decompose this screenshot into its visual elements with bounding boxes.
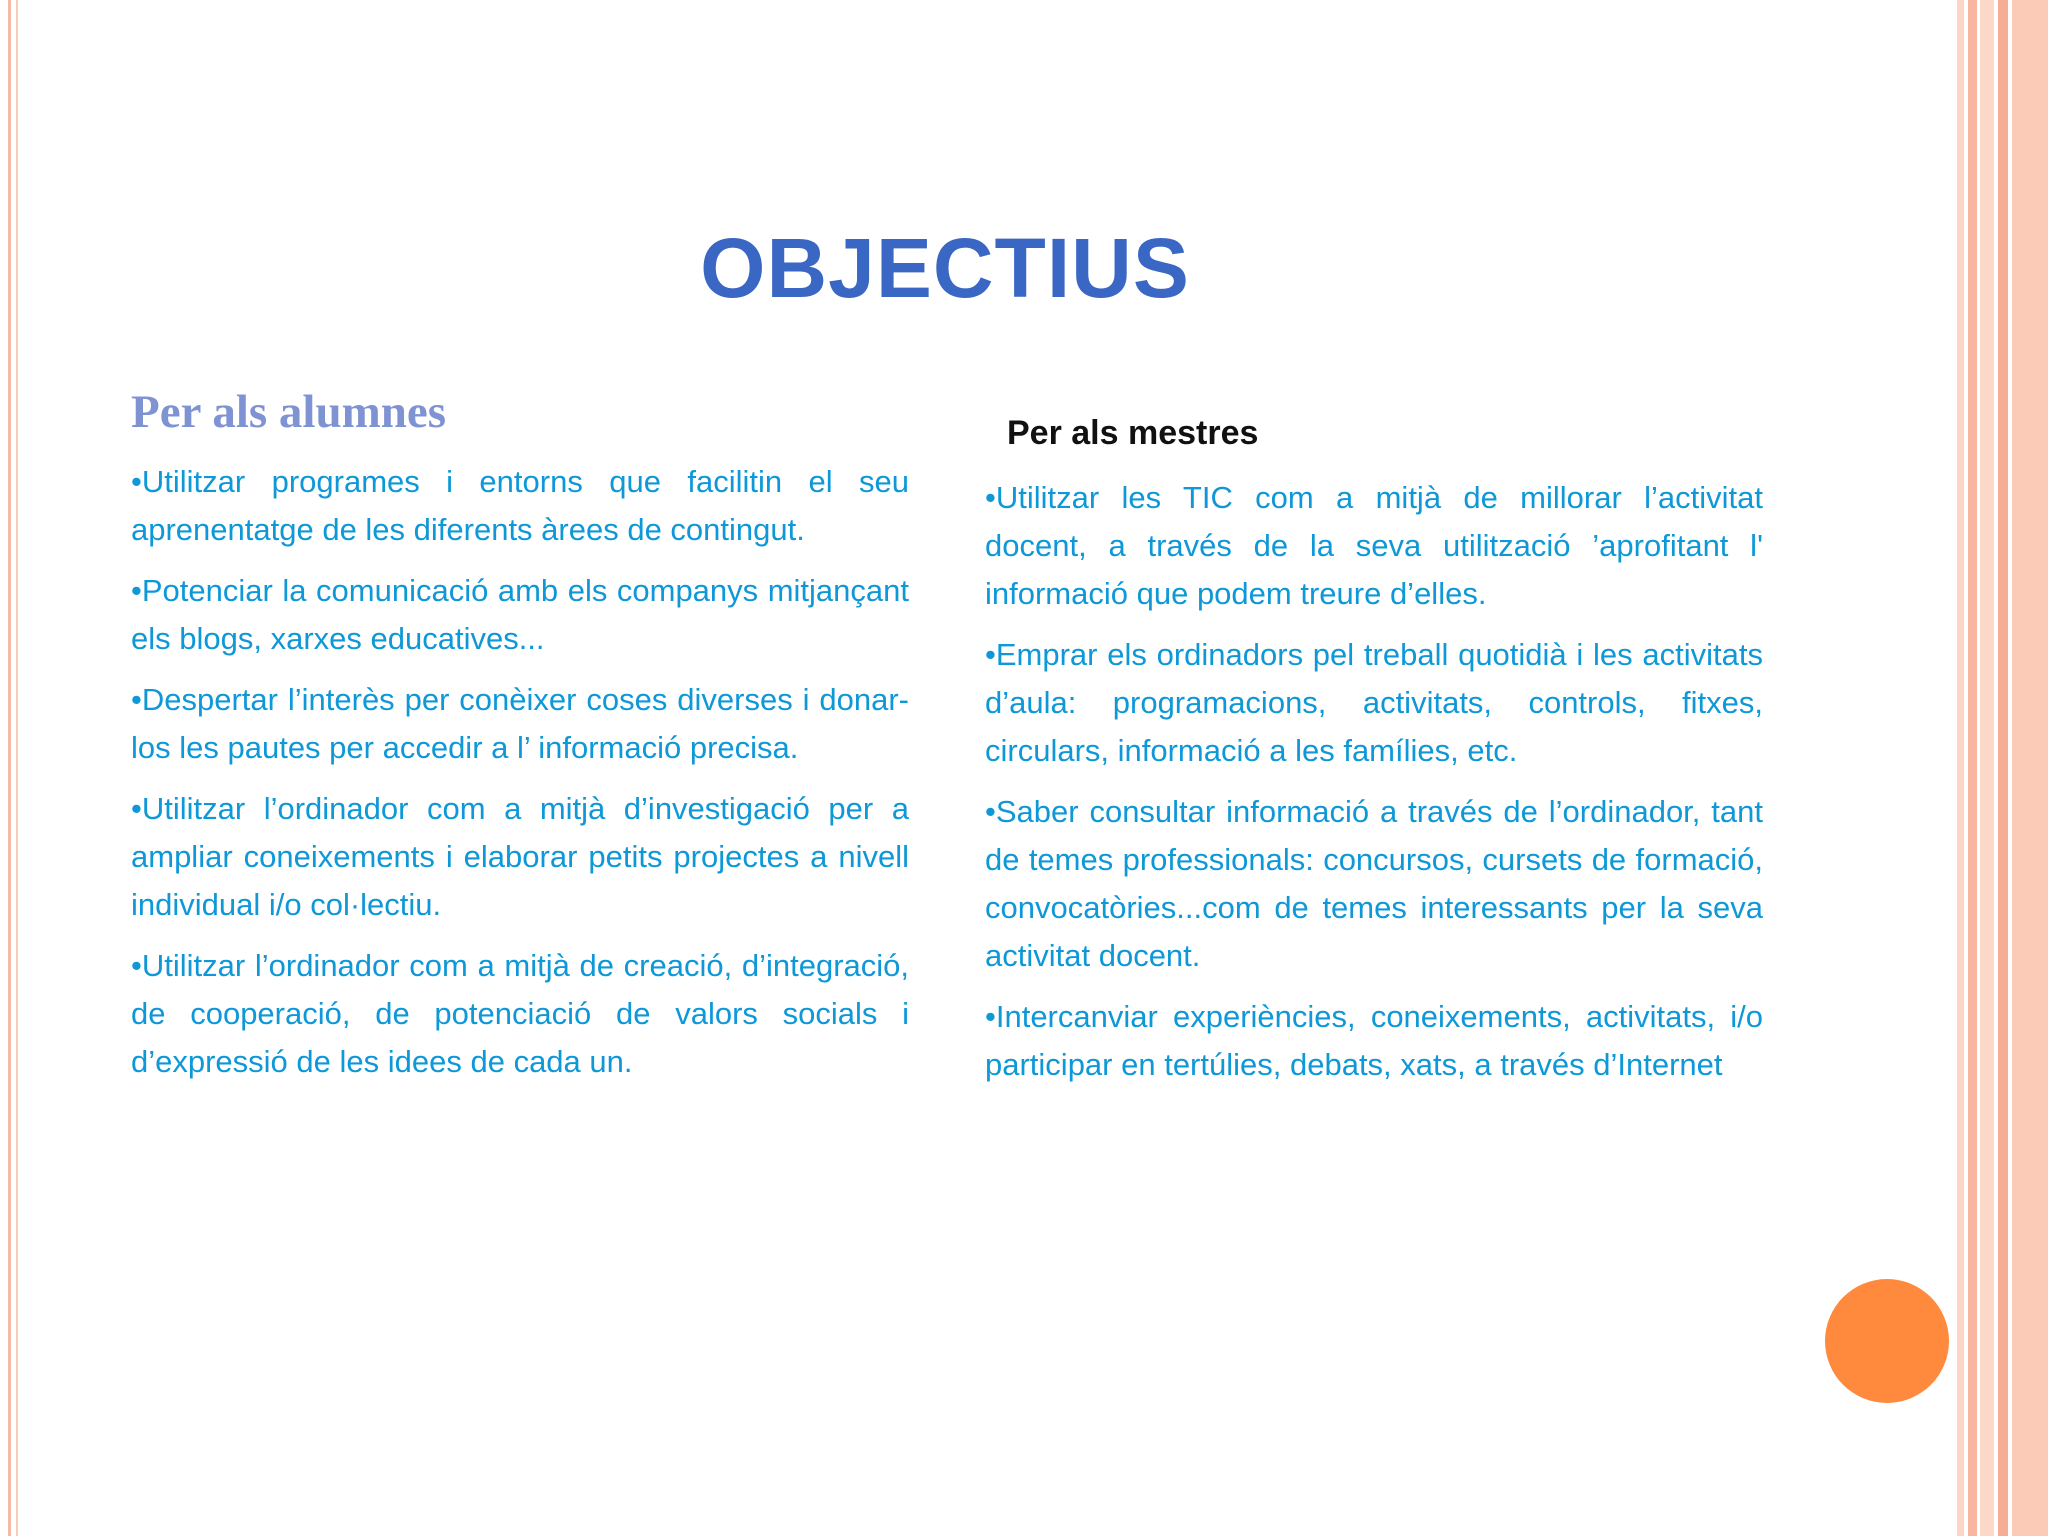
list-item: •Potenciar la comunicació amb els companys mitjançant els blogs, xarxes educatives... bbox=[131, 573, 909, 656]
right-border-band bbox=[1968, 0, 1977, 1536]
students-objectives-list bbox=[131, 458, 909, 1086]
students-column bbox=[131, 384, 909, 1099]
right-border-band bbox=[1957, 0, 1964, 1536]
teachers-column bbox=[985, 412, 1763, 1102]
right-border-band bbox=[1980, 0, 1994, 1536]
list-item: •Despertar l’interès per conèixer coses diverses i donar-los les pautes per accedir a l’ informació precisa. bbox=[131, 682, 909, 765]
list-item: •Intercanviar experiències, coneixements, activitats, i/o participar en tertúlies, debats, xats, a través d’Internet bbox=[985, 999, 1763, 1082]
right-border-band bbox=[1998, 0, 2008, 1536]
list-item: •Utilitzar programes i entorns que facilitin el seu aprenentatge de les diferents àrees de contingut. bbox=[131, 464, 909, 547]
orange-circle-decoration bbox=[1825, 1279, 1949, 1403]
list-item: •Emprar els ordinadors pel treball quotidià i les activitats d’aula: programacions, activitats, controls, fitxes, circulars, informació a les famílies, etc. bbox=[985, 637, 1763, 768]
list-item: •Utilitzar l’ordinador com a mitjà de creació, d’integració, de cooperació, de potenciació de valors socials i d’expressió de les idees de cada un. bbox=[131, 948, 909, 1079]
right-border-band bbox=[2012, 0, 2048, 1536]
teachers-objectives-list bbox=[985, 474, 1763, 1089]
teachers-heading: Per als mestres bbox=[1007, 414, 1259, 452]
list-item: •Utilitzar les TIC com a mitjà de millorar l’activitat docent, a través de la seva utilització ’aprofitant l' informació que podem treure d’elles. bbox=[985, 480, 1763, 611]
list-item: •Saber consultar informació a través de l’ordinador, tant de temes professionals: concursos, cursets de formació, convocatòries...com de temes interessants per la seva activitat docent. bbox=[985, 794, 1763, 973]
slide-title: OBJECTIUS bbox=[700, 221, 1190, 315]
list-item: •Utilitzar l’ordinador com a mitjà d’investigació per a ampliar coneixements i elaborar petits projectes a nivell individual i/o col·lectiu. bbox=[131, 791, 909, 922]
students-heading: Per als alumnes bbox=[131, 386, 447, 438]
